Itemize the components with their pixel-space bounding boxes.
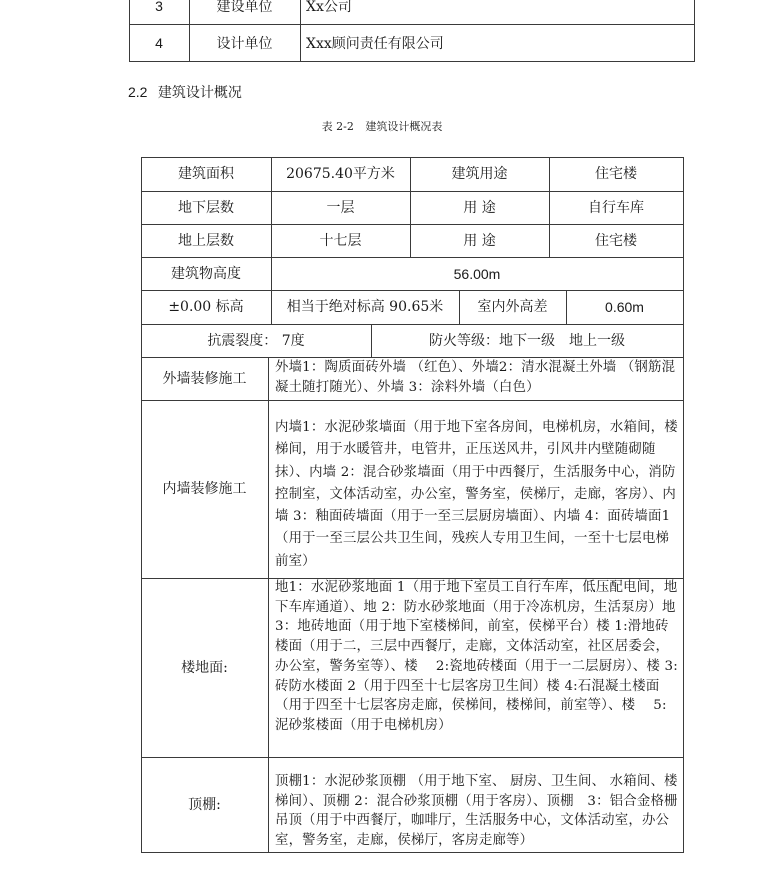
above-floors-label: 地上层数 xyxy=(178,232,234,249)
exterior-finish-text: 外墙1：陶质面砖外墙 （红色）、外墙2：清水混凝土外墙 （钢筋混凝土随打随光）、外墙 3：涂料外墙（白色） xyxy=(275,360,676,395)
table-row-item: 建设单位 xyxy=(216,0,273,15)
exterior-finish-label: 外墙装修施工 xyxy=(162,370,247,387)
use-label: 建筑用途 xyxy=(451,166,508,182)
basement-use-value: 自行车库 xyxy=(588,199,644,216)
table-row-value: Xx公司 xyxy=(306,0,352,15)
basement-floors-value: 一层 xyxy=(326,199,355,216)
area-label: 建筑面积 xyxy=(178,166,234,182)
section-title: 建筑设计概况 xyxy=(157,85,242,101)
indoor-outdoor-label: 室内外高差 xyxy=(477,299,548,315)
seismic-intensity: 抗震裂度： 7度 xyxy=(207,332,305,349)
elevation-label: ±0.00 标高 xyxy=(168,299,244,315)
above-use-label: 用 途 xyxy=(463,232,496,249)
elevation-value: 相当于绝对标高 90.65米 xyxy=(286,299,444,315)
table-caption-title: 建筑设计概况表 xyxy=(365,120,443,133)
building-height-value: 56.00m xyxy=(453,265,501,282)
area-value: 20675.40平方米 xyxy=(286,166,395,182)
table-caption-label: 表 2-2 xyxy=(321,120,354,133)
use-value: 住宅楼 xyxy=(595,166,637,182)
floor-finish-label: 楼地面: xyxy=(181,659,228,676)
ceiling-finish-label: 顶棚: xyxy=(188,796,221,813)
indoor-outdoor-value: 0.60m xyxy=(605,299,644,315)
basement-floors-label: 地下层数 xyxy=(178,199,234,216)
floor-finish-text: 地1：水泥砂浆地面 1（用于地下室员工自行车库，低压配电间，地下车库通道）、地 2：防水砂浆地面（用于冷冻机房，生活泵房）地 3：地砖地面（用于地下室楼梯间，前室，侯梯平台）楼 1:滑地砖楼面（用于二，三层中西餐厅，走廊，文体活动室，社区居委会，办公室，警务室等）、楼 2:瓷地砖楼面（用于一二层厨房）、楼 3:砖防水楼面 2（用于四至十七层客房卫生间）楼 4:石混凝土楼面（用于四至十七层客房走廊，侯梯间，楼梯间，前室等）、楼 5:泥砂浆楼面（用于电梯机房） xyxy=(275,580,678,733)
ceiling-finish-text: 顶棚1：水泥砂浆顶棚 （用于地下室、 厨房、卫生间、 水箱间、楼梯间）、顶棚 2：混合砂浆顶棚（用于客房）、顶棚 3：铝合金格栅吊顶（用于中西餐厅，咖啡厅，生活服务中心，文体活动室，办公室，警务室，走廊，侯梯厅，客房走廊等） xyxy=(275,774,678,848)
interior-finish-text: 内墙1：水泥砂浆墙面（用于地下室各房间，电梯机房，水箱间，楼梯间，用于水暖管井，电管井，正压送风井，引风井内壁随砌随抹）、内墙 2：混合砂浆墙面（用于中西餐厅，生活服务中心，消防控制室，文体活动室，办公室，警务室，侯梯厅，走廊，客房）、内墙 3：釉面砖墙面（用于一至三层厨房墙面）、内墙 4：面砖墙面1（用于一至三层公共卫生间，残疾人专用卫生间，一至十七层电梯前室） xyxy=(275,420,678,569)
interior-finish-label: 内墙装修施工 xyxy=(162,481,247,497)
above-use-value: 住宅楼 xyxy=(595,232,637,249)
section-number: 2.2 xyxy=(128,84,148,100)
table-row-no: 3 xyxy=(155,0,163,14)
table-row-item: 设计单位 xyxy=(216,35,273,52)
building-height-label: 建筑物高度 xyxy=(171,265,241,282)
table-row-no: 4 xyxy=(155,34,163,51)
table-row-value: Xxx顾问责任有限公司 xyxy=(306,35,444,52)
fire-rating: 防火等级：地下一级 地上一级 xyxy=(429,332,625,349)
above-floors-value: 十七层 xyxy=(319,232,362,249)
basement-use-label: 用 途 xyxy=(463,199,496,216)
